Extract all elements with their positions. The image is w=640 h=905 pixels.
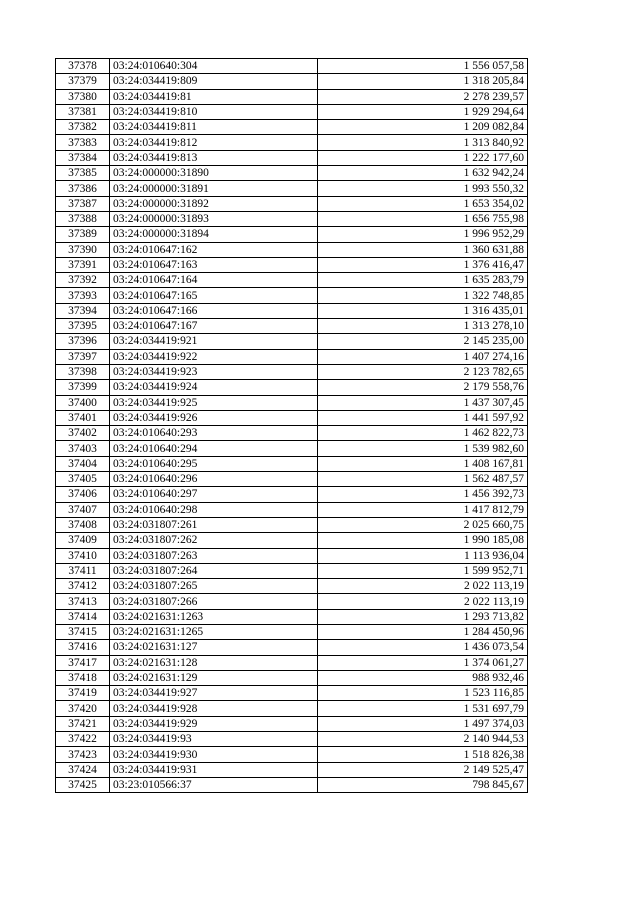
row-number-cell: 37389 bbox=[56, 227, 110, 242]
table-row bbox=[56, 120, 528, 135]
cadastral-value-cell: 1 417 812,79 bbox=[318, 502, 528, 517]
table-row bbox=[56, 364, 528, 379]
row-number-cell: 37407 bbox=[56, 502, 110, 517]
cadastral-value-cell: 2 179 558,76 bbox=[318, 380, 528, 395]
cadastral-value-cell: 798 845,67 bbox=[318, 777, 528, 792]
cadastral-value-cell: 1 318 205,84 bbox=[318, 74, 528, 89]
cadastral-number-cell: 03:24:021631:1263 bbox=[110, 609, 318, 624]
table-row bbox=[56, 732, 528, 747]
cadastral-value-cell: 1 539 982,60 bbox=[318, 441, 528, 456]
table-row bbox=[56, 273, 528, 288]
table-row bbox=[56, 319, 528, 334]
row-number-cell: 37404 bbox=[56, 456, 110, 471]
table-row bbox=[56, 227, 528, 242]
cadastral-value-cell: 1 441 597,92 bbox=[318, 410, 528, 425]
table-row bbox=[56, 395, 528, 410]
row-number-cell: 37416 bbox=[56, 640, 110, 655]
cadastral-value-cell: 2 149 525,47 bbox=[318, 762, 528, 777]
row-number-cell: 37394 bbox=[56, 303, 110, 318]
row-number-cell: 37383 bbox=[56, 135, 110, 150]
row-number-cell: 37384 bbox=[56, 150, 110, 165]
cadastral-value-cell: 1 313 278,10 bbox=[318, 319, 528, 334]
cadastral-value-cell: 1 316 435,01 bbox=[318, 303, 528, 318]
cadastral-number-cell: 03:24:031807:261 bbox=[110, 517, 318, 532]
table-row bbox=[56, 624, 528, 639]
cadastral-number-cell: 03:24:010647:166 bbox=[110, 303, 318, 318]
row-number-cell: 37420 bbox=[56, 701, 110, 716]
cadastral-value-cell: 1 222 177,60 bbox=[318, 150, 528, 165]
table-row bbox=[56, 257, 528, 272]
row-number-cell: 37425 bbox=[56, 777, 110, 792]
cadastral-value-cell: 2 022 113,19 bbox=[318, 594, 528, 609]
row-number-cell: 37411 bbox=[56, 563, 110, 578]
row-number-cell: 37417 bbox=[56, 655, 110, 670]
cadastral-value-cell: 1 996 952,29 bbox=[318, 227, 528, 242]
row-number-cell: 37412 bbox=[56, 579, 110, 594]
cadastral-value-cell: 1 376 416,47 bbox=[318, 257, 528, 272]
cadastral-number-cell: 03:24:034419:922 bbox=[110, 349, 318, 364]
table-row bbox=[56, 441, 528, 456]
row-number-cell: 37378 bbox=[56, 59, 110, 74]
cadastral-number-cell: 03:24:034419:931 bbox=[110, 762, 318, 777]
row-number-cell: 37410 bbox=[56, 548, 110, 563]
cadastral-number-cell: 03:24:000000:31892 bbox=[110, 196, 318, 211]
cadastral-value-cell: 1 374 061,27 bbox=[318, 655, 528, 670]
cadastral-number-cell: 03:24:021631:127 bbox=[110, 640, 318, 655]
table-body bbox=[56, 59, 528, 793]
table-row bbox=[56, 166, 528, 181]
table-row bbox=[56, 502, 528, 517]
row-number-cell: 37409 bbox=[56, 533, 110, 548]
row-number-cell: 37400 bbox=[56, 395, 110, 410]
row-number-cell: 37418 bbox=[56, 670, 110, 685]
cadastral-number-cell: 03:24:034419:93 bbox=[110, 732, 318, 747]
table-row bbox=[56, 104, 528, 119]
table-row bbox=[56, 349, 528, 364]
cadastral-number-cell: 03:24:010640:295 bbox=[110, 456, 318, 471]
cadastral-value-cell: 1 313 840,92 bbox=[318, 135, 528, 150]
cadastral-number-cell: 03:24:010640:293 bbox=[110, 426, 318, 441]
row-number-cell: 37392 bbox=[56, 273, 110, 288]
row-number-cell: 37423 bbox=[56, 747, 110, 762]
cadastral-value-cell: 1 456 392,73 bbox=[318, 487, 528, 502]
cadastral-number-cell: 03:24:031807:264 bbox=[110, 563, 318, 578]
cadastral-value-cell: 2 025 660,75 bbox=[318, 517, 528, 532]
row-number-cell: 37421 bbox=[56, 716, 110, 731]
cadastral-value-cell: 1 556 057,58 bbox=[318, 59, 528, 74]
cadastral-number-cell: 03:24:034419:923 bbox=[110, 364, 318, 379]
row-number-cell: 37396 bbox=[56, 334, 110, 349]
table-row bbox=[56, 747, 528, 762]
cadastral-value-cell: 1 653 354,02 bbox=[318, 196, 528, 211]
row-number-cell: 37419 bbox=[56, 686, 110, 701]
table-row bbox=[56, 196, 528, 211]
table-row bbox=[56, 426, 528, 441]
cadastral-number-cell: 03:24:034419:928 bbox=[110, 701, 318, 716]
cadastral-number-cell: 03:24:034419:927 bbox=[110, 686, 318, 701]
cadastral-number-cell: 03:24:034419:812 bbox=[110, 135, 318, 150]
cadastral-value-cell: 1 462 822,73 bbox=[318, 426, 528, 441]
row-number-cell: 37393 bbox=[56, 288, 110, 303]
table-row bbox=[56, 135, 528, 150]
row-number-cell: 37402 bbox=[56, 426, 110, 441]
row-number-cell: 37406 bbox=[56, 487, 110, 502]
cadastral-value-table bbox=[55, 58, 528, 793]
cadastral-number-cell: 03:24:010640:294 bbox=[110, 441, 318, 456]
cadastral-value-cell: 2 140 944,53 bbox=[318, 732, 528, 747]
cadastral-number-cell: 03:24:031807:266 bbox=[110, 594, 318, 609]
cadastral-value-cell: 1 113 936,04 bbox=[318, 548, 528, 563]
row-number-cell: 37405 bbox=[56, 472, 110, 487]
table-row bbox=[56, 211, 528, 226]
table-row bbox=[56, 670, 528, 685]
cadastral-number-cell: 03:24:034419:930 bbox=[110, 747, 318, 762]
cadastral-value-cell: 1 531 697,79 bbox=[318, 701, 528, 716]
cadastral-number-cell: 03:24:034419:813 bbox=[110, 150, 318, 165]
table-row bbox=[56, 563, 528, 578]
row-number-cell: 37422 bbox=[56, 732, 110, 747]
cadastral-number-cell: 03:24:010640:296 bbox=[110, 472, 318, 487]
cadastral-number-cell: 03:24:010647:167 bbox=[110, 319, 318, 334]
cadastral-number-cell: 03:24:000000:31893 bbox=[110, 211, 318, 226]
cadastral-value-cell: 1 408 167,81 bbox=[318, 456, 528, 471]
cadastral-number-cell: 03:24:010640:297 bbox=[110, 487, 318, 502]
cadastral-value-cell: 1 497 374,03 bbox=[318, 716, 528, 731]
cadastral-number-cell: 03:24:031807:265 bbox=[110, 579, 318, 594]
cadastral-number-cell: 03:24:034419:809 bbox=[110, 74, 318, 89]
row-number-cell: 37387 bbox=[56, 196, 110, 211]
cadastral-value-cell: 1 929 294,64 bbox=[318, 104, 528, 119]
cadastral-number-cell: 03:24:034419:81 bbox=[110, 89, 318, 104]
cadastral-number-cell: 03:23:010566:37 bbox=[110, 777, 318, 792]
table-row bbox=[56, 716, 528, 731]
row-number-cell: 37399 bbox=[56, 380, 110, 395]
table-row bbox=[56, 517, 528, 532]
cadastral-value-cell: 2 278 239,57 bbox=[318, 89, 528, 104]
table-row bbox=[56, 609, 528, 624]
cadastral-value-cell: 1 562 487,57 bbox=[318, 472, 528, 487]
row-number-cell: 37403 bbox=[56, 441, 110, 456]
cadastral-number-cell: 03:24:000000:31891 bbox=[110, 181, 318, 196]
cadastral-value-cell: 1 293 713,82 bbox=[318, 609, 528, 624]
table-row bbox=[56, 655, 528, 670]
row-number-cell: 37388 bbox=[56, 211, 110, 226]
cadastral-number-cell: 03:24:034419:929 bbox=[110, 716, 318, 731]
cadastral-number-cell: 03:24:034419:810 bbox=[110, 104, 318, 119]
cadastral-value-cell: 1 407 274,16 bbox=[318, 349, 528, 364]
table-row bbox=[56, 456, 528, 471]
table-row bbox=[56, 380, 528, 395]
table-row bbox=[56, 288, 528, 303]
cadastral-value-cell: 1 523 116,85 bbox=[318, 686, 528, 701]
cadastral-number-cell: 03:24:010647:165 bbox=[110, 288, 318, 303]
cadastral-value-cell: 2 123 782,65 bbox=[318, 364, 528, 379]
table-row bbox=[56, 410, 528, 425]
cadastral-value-cell: 2 145 235,00 bbox=[318, 334, 528, 349]
row-number-cell: 37413 bbox=[56, 594, 110, 609]
table-row bbox=[56, 150, 528, 165]
cadastral-value-cell: 1 990 185,08 bbox=[318, 533, 528, 548]
cadastral-number-cell: 03:24:010647:163 bbox=[110, 257, 318, 272]
table-row bbox=[56, 74, 528, 89]
table-row bbox=[56, 762, 528, 777]
cadastral-number-cell: 03:24:010647:162 bbox=[110, 242, 318, 257]
table-row bbox=[56, 181, 528, 196]
cadastral-value-cell: 1 437 307,45 bbox=[318, 395, 528, 410]
table-row bbox=[56, 686, 528, 701]
cadastral-number-cell: 03:24:000000:31890 bbox=[110, 166, 318, 181]
cadastral-number-cell: 03:24:010647:164 bbox=[110, 273, 318, 288]
row-number-cell: 37381 bbox=[56, 104, 110, 119]
cadastral-number-cell: 03:24:034419:921 bbox=[110, 334, 318, 349]
cadastral-value-cell: 1 322 748,85 bbox=[318, 288, 528, 303]
row-number-cell: 37385 bbox=[56, 166, 110, 181]
row-number-cell: 37391 bbox=[56, 257, 110, 272]
table-row bbox=[56, 242, 528, 257]
row-number-cell: 37379 bbox=[56, 74, 110, 89]
cadastral-number-cell: 03:24:000000:31894 bbox=[110, 227, 318, 242]
row-number-cell: 37386 bbox=[56, 181, 110, 196]
cadastral-number-cell: 03:24:034419:924 bbox=[110, 380, 318, 395]
cadastral-value-cell: 1 993 550,32 bbox=[318, 181, 528, 196]
row-number-cell: 37414 bbox=[56, 609, 110, 624]
cadastral-value-cell: 1 632 942,24 bbox=[318, 166, 528, 181]
cadastral-value-cell: 1 518 826,38 bbox=[318, 747, 528, 762]
table-row bbox=[56, 59, 528, 74]
cadastral-number-cell: 03:24:010640:298 bbox=[110, 502, 318, 517]
row-number-cell: 37415 bbox=[56, 624, 110, 639]
cadastral-value-cell: 1 284 450,96 bbox=[318, 624, 528, 639]
cadastral-value-cell: 1 635 283,79 bbox=[318, 273, 528, 288]
cadastral-number-cell: 03:24:031807:262 bbox=[110, 533, 318, 548]
cadastral-value-cell: 2 022 113,19 bbox=[318, 579, 528, 594]
cadastral-number-cell: 03:24:021631:129 bbox=[110, 670, 318, 685]
table-row bbox=[56, 89, 528, 104]
row-number-cell: 37401 bbox=[56, 410, 110, 425]
row-number-cell: 37398 bbox=[56, 364, 110, 379]
table-row bbox=[56, 701, 528, 716]
cadastral-value-cell: 1 656 755,98 bbox=[318, 211, 528, 226]
row-number-cell: 37408 bbox=[56, 517, 110, 532]
cadastral-value-cell: 1 360 631,88 bbox=[318, 242, 528, 257]
row-number-cell: 37390 bbox=[56, 242, 110, 257]
cadastral-value-cell: 1 209 082,84 bbox=[318, 120, 528, 135]
table-row bbox=[56, 303, 528, 318]
table-row bbox=[56, 548, 528, 563]
cadastral-value-cell: 1 599 952,71 bbox=[318, 563, 528, 578]
cadastral-number-cell: 03:24:031807:263 bbox=[110, 548, 318, 563]
row-number-cell: 37380 bbox=[56, 89, 110, 104]
row-number-cell: 37397 bbox=[56, 349, 110, 364]
cadastral-number-cell: 03:24:021631:1265 bbox=[110, 624, 318, 639]
cadastral-value-cell: 1 436 073,54 bbox=[318, 640, 528, 655]
table-row bbox=[56, 640, 528, 655]
table-row bbox=[56, 777, 528, 792]
cadastral-number-cell: 03:24:034419:925 bbox=[110, 395, 318, 410]
row-number-cell: 37382 bbox=[56, 120, 110, 135]
table-row bbox=[56, 472, 528, 487]
table-row bbox=[56, 579, 528, 594]
row-number-cell: 37424 bbox=[56, 762, 110, 777]
table-row bbox=[56, 533, 528, 548]
cadastral-value-cell: 988 932,46 bbox=[318, 670, 528, 685]
table-row bbox=[56, 594, 528, 609]
table-row bbox=[56, 334, 528, 349]
cadastral-number-cell: 03:24:034419:811 bbox=[110, 120, 318, 135]
row-number-cell: 37395 bbox=[56, 319, 110, 334]
cadastral-number-cell: 03:24:010640:304 bbox=[110, 59, 318, 74]
cadastral-number-cell: 03:24:034419:926 bbox=[110, 410, 318, 425]
table-row bbox=[56, 487, 528, 502]
cadastral-number-cell: 03:24:021631:128 bbox=[110, 655, 318, 670]
